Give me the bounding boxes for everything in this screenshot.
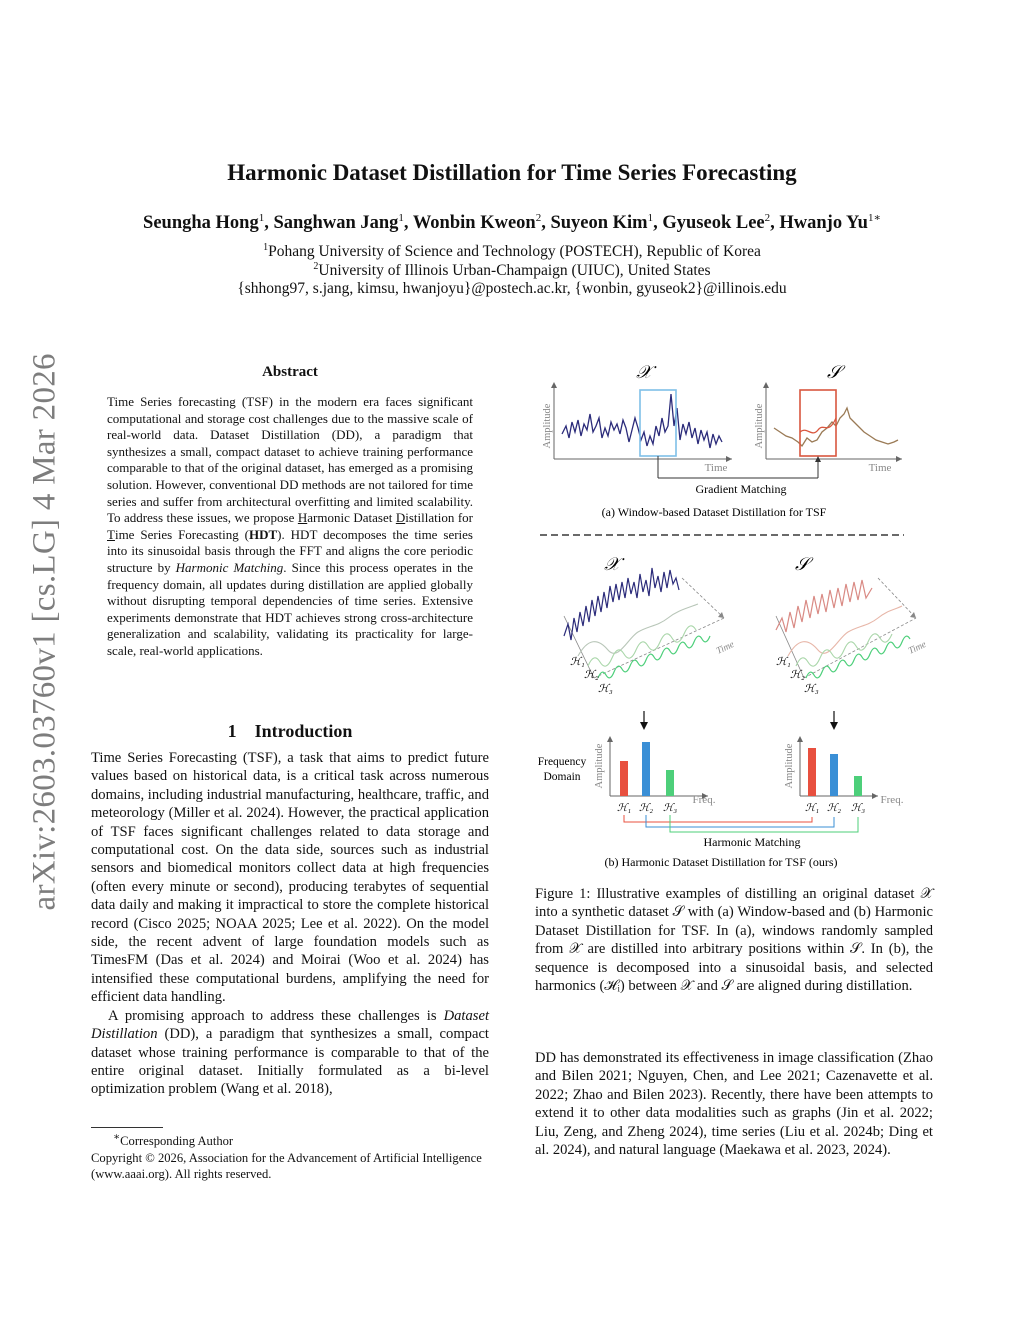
x-symbol: 𝒳 [636,362,652,382]
subcaption-b: (b) Harmonic Dataset Distillation for TSF (ours) [604,855,838,869]
freq-label: Freq. [692,794,716,806]
frequency-domain-label: Frequency [537,756,587,768]
author-name: Sanghwan Jang [273,213,399,234]
bar-h1 [620,761,628,796]
harmonic-matching-connectors [624,815,858,832]
paragraph: Time Series Forecasting (TSF), a task that aims to predict future values based on historical data, is a critical task across numerous domains, including industrial manufacturing, healthcare, traffic, and meteorology (Miller et al. 2024). However, the practical application of TSF faces significant challenges related to data storage and computational cost. On the data side, sources such as industrial sensors and biomedical monitors collect data at high frequencies (often every minute or second), producing terabytes of sequential data daily and making it impractical to store the complete historical record (Cisco 2025; NOAA 2025; Lee et al. 2022). On the model side, the recent advent of large foundation models such as TimesFM (Das et al. 2024) and Moirai (Woo et al. 2024) has intensified these computational burdens, amplifying the need for efficient data handling. [91,750,489,1006]
author-name: Gyuseok Lee [662,213,765,234]
panel-a-synthetic [754,362,902,474]
bar-h3 [666,770,674,796]
gradient-matching-connector [658,456,821,496]
h3-label: ℋ₃ [804,683,819,695]
h2-tick: ℋ₂ [826,803,842,814]
abstract-body: Time Series forecasting (TSF) in the modern era faces significant computational and storage cost challenges due to the massive scale of real-world data. Dataset Distillation (DD), a paradigm that synthesizes a small, compact dataset to achieve training performance comparable to that of the original dataset, has emerged as a promising solution. However, conventional DD methods are not tailored for time series and suffer from architectural overfitting and limited scalability. To address these issues, we propose Harmonic Dataset Distillation for Time Series Forecasting (HDT). HDT decomposes the time series into its sinusoidal basis through the FFT and aligns the core periodic structure by Harmonic Matching. Since this process operates in the frequency domain, all updates during distillation are applied globally without disrupting temporal dependencies of time series. Extensive experiments demonstrate that HDT achieves strong cross-architecture generalization and scalability, validating its practicality for large-scale, real-world applications. [107,394,473,658]
bar-h2 [830,754,838,796]
amplitude-label: Amplitude [784,743,795,789]
frequency-domain-label: Domain [543,771,581,783]
time-label: Time [907,639,929,657]
figure-1 [532,356,932,876]
s-symbol: 𝒮 [795,554,809,574]
h2-tick: ℋ₂ [638,803,654,814]
h2-label: ℋ₂ [584,669,599,681]
fft-arrows [640,711,838,730]
author-name: Hwanjo Yu [779,213,868,234]
paragraph: A promising approach to address these challenges is Dataset Distillation (DD), a paradigm that synthesizes a small, compact dataset whose training performance is comparable to that of the entire original dataset. Initially formulated as a bi-level optimization problem (Wang et al. 2018), [91,1007,489,1098]
figure-caption: Figure 1: Illustrative examples of distilling an original dataset 𝒳 into a synthetic dataset 𝒮 with (a) Window-based and (b) Harmonic Dataset Distillation for TSF. In (a), windows randomly sampled from 𝒳 are distilled into arbitrary positions within 𝒮. In (b), the sequence is decomposed into a sinusoidal basis, and selected harmonics (ℋᵢ) between 𝒳 and 𝒮 are aligned during distillation. [535,886,933,995]
original-waterfall-series [564,568,679,640]
freq-label: Freq. [880,794,904,806]
harmonic-wave-3 [806,636,910,678]
panel-b-synthetic [776,554,928,695]
amplitude-label: Amplitude [542,403,553,449]
panel-a-original [542,362,732,474]
h1-label: ℋ₁ [776,656,791,668]
h1-label: ℋ₁ [570,656,585,668]
author-name: Wonbin Kweon [412,213,536,234]
panel-b-original [564,554,736,695]
h1-tick: ℋ₁ [804,803,820,814]
author-name: Seungha Hong [143,213,259,234]
original-series-line [562,394,722,448]
time-label: Time [715,639,737,657]
h1-tick: ℋ₁ [616,803,632,814]
paper-title: Harmonic Dataset Distillation for Time Series Forecasting [227,160,797,185]
harmonic-wave-3 [598,636,710,678]
h2-label: ℋ₂ [790,669,805,681]
time-label: Time [704,462,728,474]
intro-body [91,749,489,1099]
amplitude-label: Amplitude [594,743,605,789]
bar-h3 [854,776,862,796]
h3-label: ℋ₃ [598,683,613,695]
intro-continued: DD has demonstrated its effectiveness in image classification (Zhao and Bilen 2021; Nguyen, Chen, and Lee 2021; Cazenavette et al. 2022; Zhao and Bilen 2023). Recently, there have been attempts to extend it to other data modalities such as graphs (Jin et al. 2022; Liu, Zeng, and Zheng 2024), time series (Liu et al. 2024b; Ding et al. 2024), and natural language (Maekawa et al. 2023, 2024). [535,1050,933,1159]
x-symbol: 𝒳 [604,554,620,574]
spectrum-original [594,736,716,814]
abstract-heading: Abstract [262,364,318,380]
bar-h2 [642,742,650,796]
s-symbol: 𝒮 [827,362,841,382]
harmonic-matching-label: Harmonic Matching [703,835,801,849]
author-emails: {shhong97, s.jang, kimsu, hwanjoyu}@postech.ac.kr, {wonbin, gyuseok2}@illinois.edu [237,280,787,297]
h3-tick: ℋ₃ [850,803,866,814]
subcaption-a: (a) Window-based Dataset Distillation for TSF [601,505,827,519]
author-name: Suyeon Kim [550,213,648,234]
section-heading: 1 Introduction [227,721,353,741]
affiliation: $^2$University of Illinois Urban-Champaign (UIUC), United States [313,261,711,280]
arxiv-identifier: arXiv:2603.03760v1 [cs.LG] 4 Mar 2026 [26,353,63,911]
time-label: Time [868,462,892,474]
author-list: Seungha Hong$^1$, Sanghwan Jang$^1$, Wonbin Kweon$^2$, Suyeon Kim$^1$, Gyuseok Lee$^2$, Hwanjo $Yu^{1∗}$ [143,212,881,234]
bar-h1 [808,748,816,796]
spectrum-synthetic [784,736,904,814]
synthetic-waterfall-series [776,580,872,632]
gradient-matching-label: Gradient Matching [695,482,787,496]
footnote: ∗Corresponding Author Copyright © 2026, Association for the Advancement of Artificial Intelligence (www.aaai.org). All rights reserved. [91,1132,482,1181]
footnote-rule [91,1127,163,1128]
affiliation: $^1$Pohang University of Science and Technology (POSTECH), Republic of Korea [263,242,761,261]
amplitude-label: Amplitude [754,403,765,449]
h3-tick: ℋ₃ [662,803,678,814]
